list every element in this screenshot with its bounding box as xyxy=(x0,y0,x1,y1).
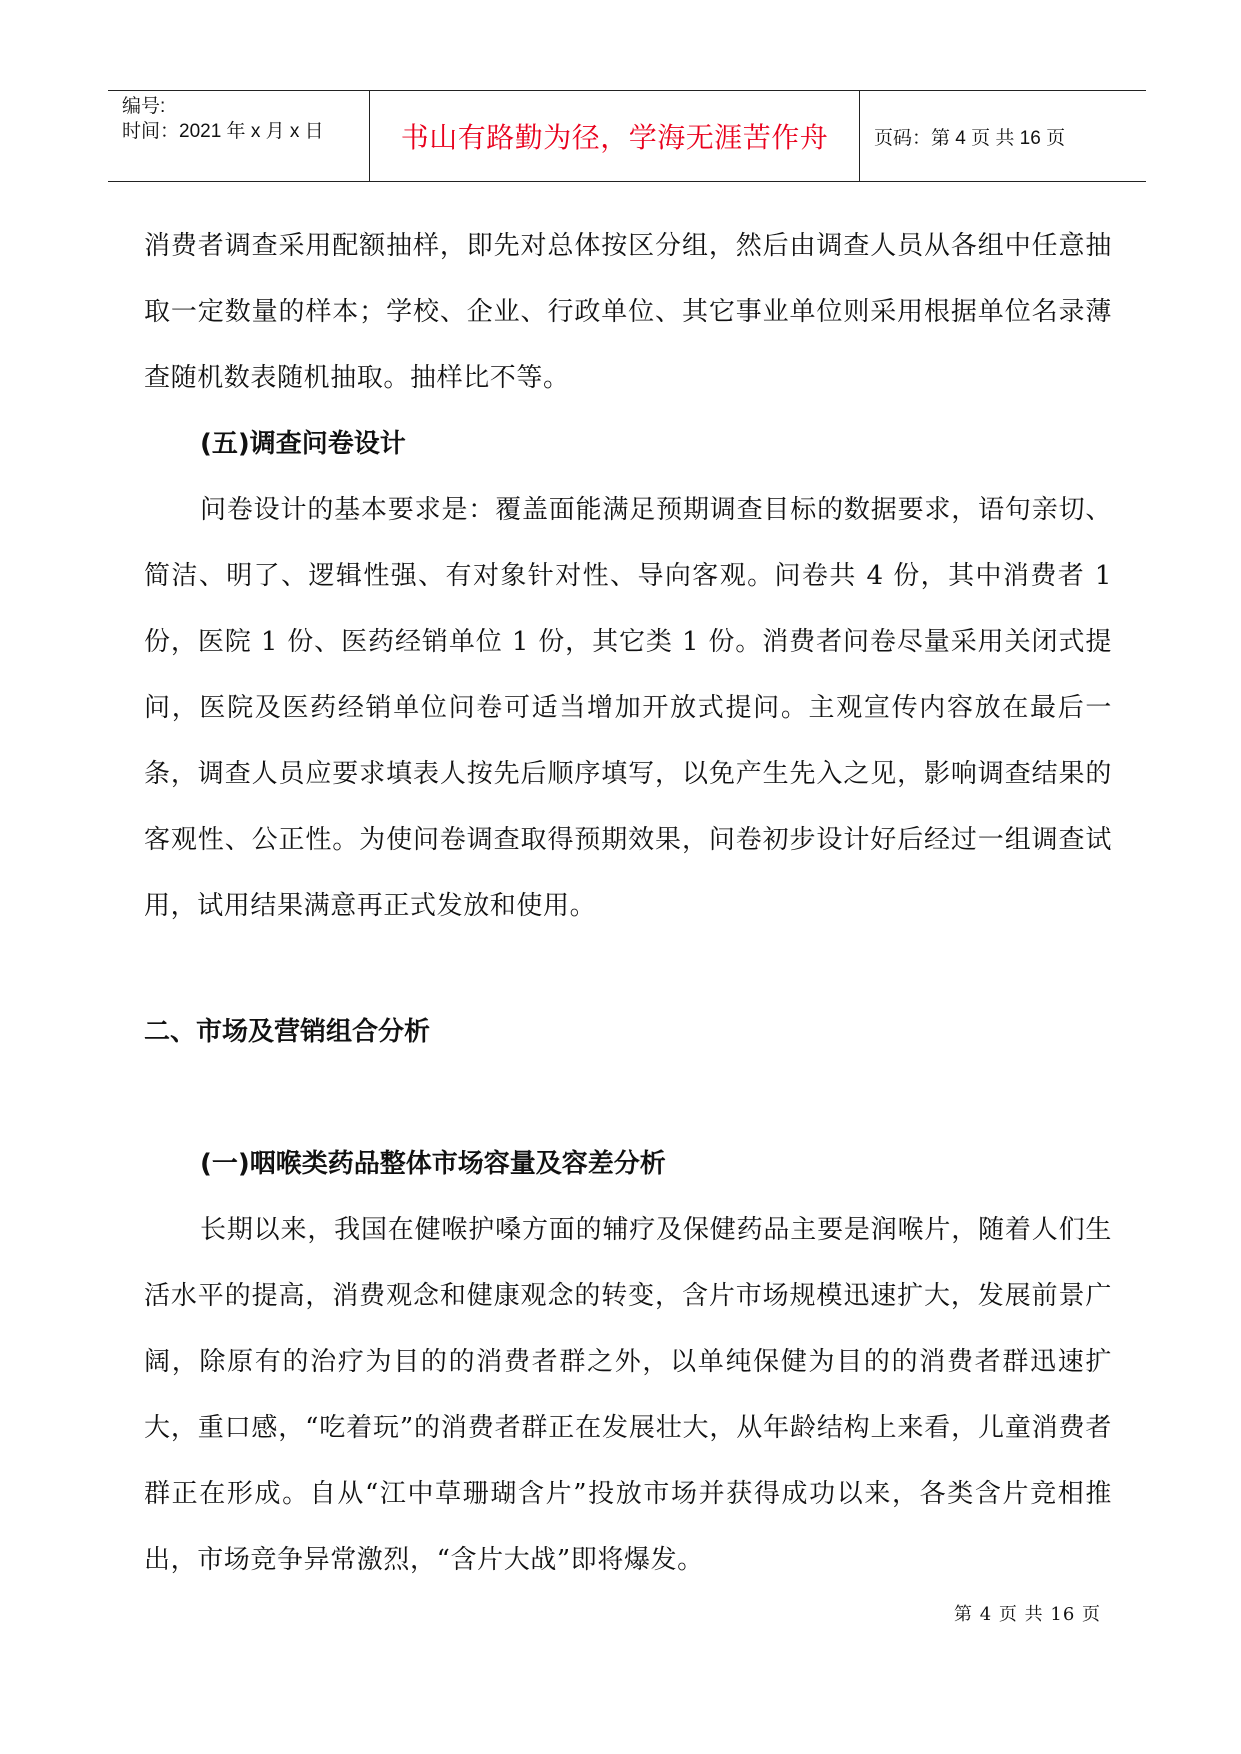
spacer xyxy=(144,939,1112,999)
page-header xyxy=(108,90,1146,182)
serial-number-label: 编号: xyxy=(122,96,166,117)
document-body xyxy=(144,213,1112,1593)
header-motto: 书山有路勤为径，学海无涯苦作舟 xyxy=(370,91,860,181)
section-heading-market-analysis: 二、市场及营销组合分析 xyxy=(144,1017,431,1047)
date-line: 时间：2021 年 x 月 x 日 xyxy=(122,121,324,142)
heading-questionnaire-design: (五)调查问卷设计 xyxy=(200,429,406,459)
spacer xyxy=(144,1065,1112,1131)
page-footer: 第 4 页 共 16 页 xyxy=(954,1604,1101,1625)
paragraph-sampling: 消费者调查采用配额抽样，即先对总体按区分组，然后由调查人员从各组中任意抽取一定数量的样本；学校、企业、行政单位、其它事业单位则采用根据单位名录薄查随机数表随机抽取。抽样比不等。 xyxy=(144,231,1112,393)
header-page-info: 页码：第 4 页 共 16 页 xyxy=(874,127,1066,149)
heading-throat-market: (一)咽喉类药品整体市场容量及容差分析 xyxy=(200,1149,666,1179)
header-left-cell xyxy=(108,91,370,181)
paragraph-throat-market: 长期以来，我国在健喉护嗓方面的辅疗及保健药品主要是润喉片，随着人们生活水平的提高，消费观念和健康观念的转变，含片市场规模迅速扩大，发展前景广阔，除原有的治疗为目的的消费者群之外，以单纯保健为目的的消费者群迅速扩大，重口感，“吃着玩”的消费者群正在发展壮大，从年龄结构上来看，儿童消费者群正在形成。自从“江中草珊瑚含片”投放市场并获得成功以来，各类含片竞相推出，市场竞争异常激烈，“含片大战”即将爆发。 xyxy=(144,1215,1112,1575)
paragraph-questionnaire: 问卷设计的基本要求是：覆盖面能满足预期调查目标的数据要求，语句亲切、简洁、明了、逻辑性强、有对象针对性、导向客观。问卷共 4 份，其中消费者 1 份，医院 1 份、医药经销单位 1 份，其它类 1 份。消费者问卷尽量采用关闭式提问，医院及医药经销单位问卷可适当增加开放式提问。主观宣传内容放在最后一条，调查人员应要求填表人按先后顺序填写，以免产生先入之见，影响调查结果的客观性、公正性。为使问卷调查取得预期效果，问卷初步设计好后经过一组调查试用，试用结果满意再正式发放和使用。 xyxy=(144,495,1112,921)
